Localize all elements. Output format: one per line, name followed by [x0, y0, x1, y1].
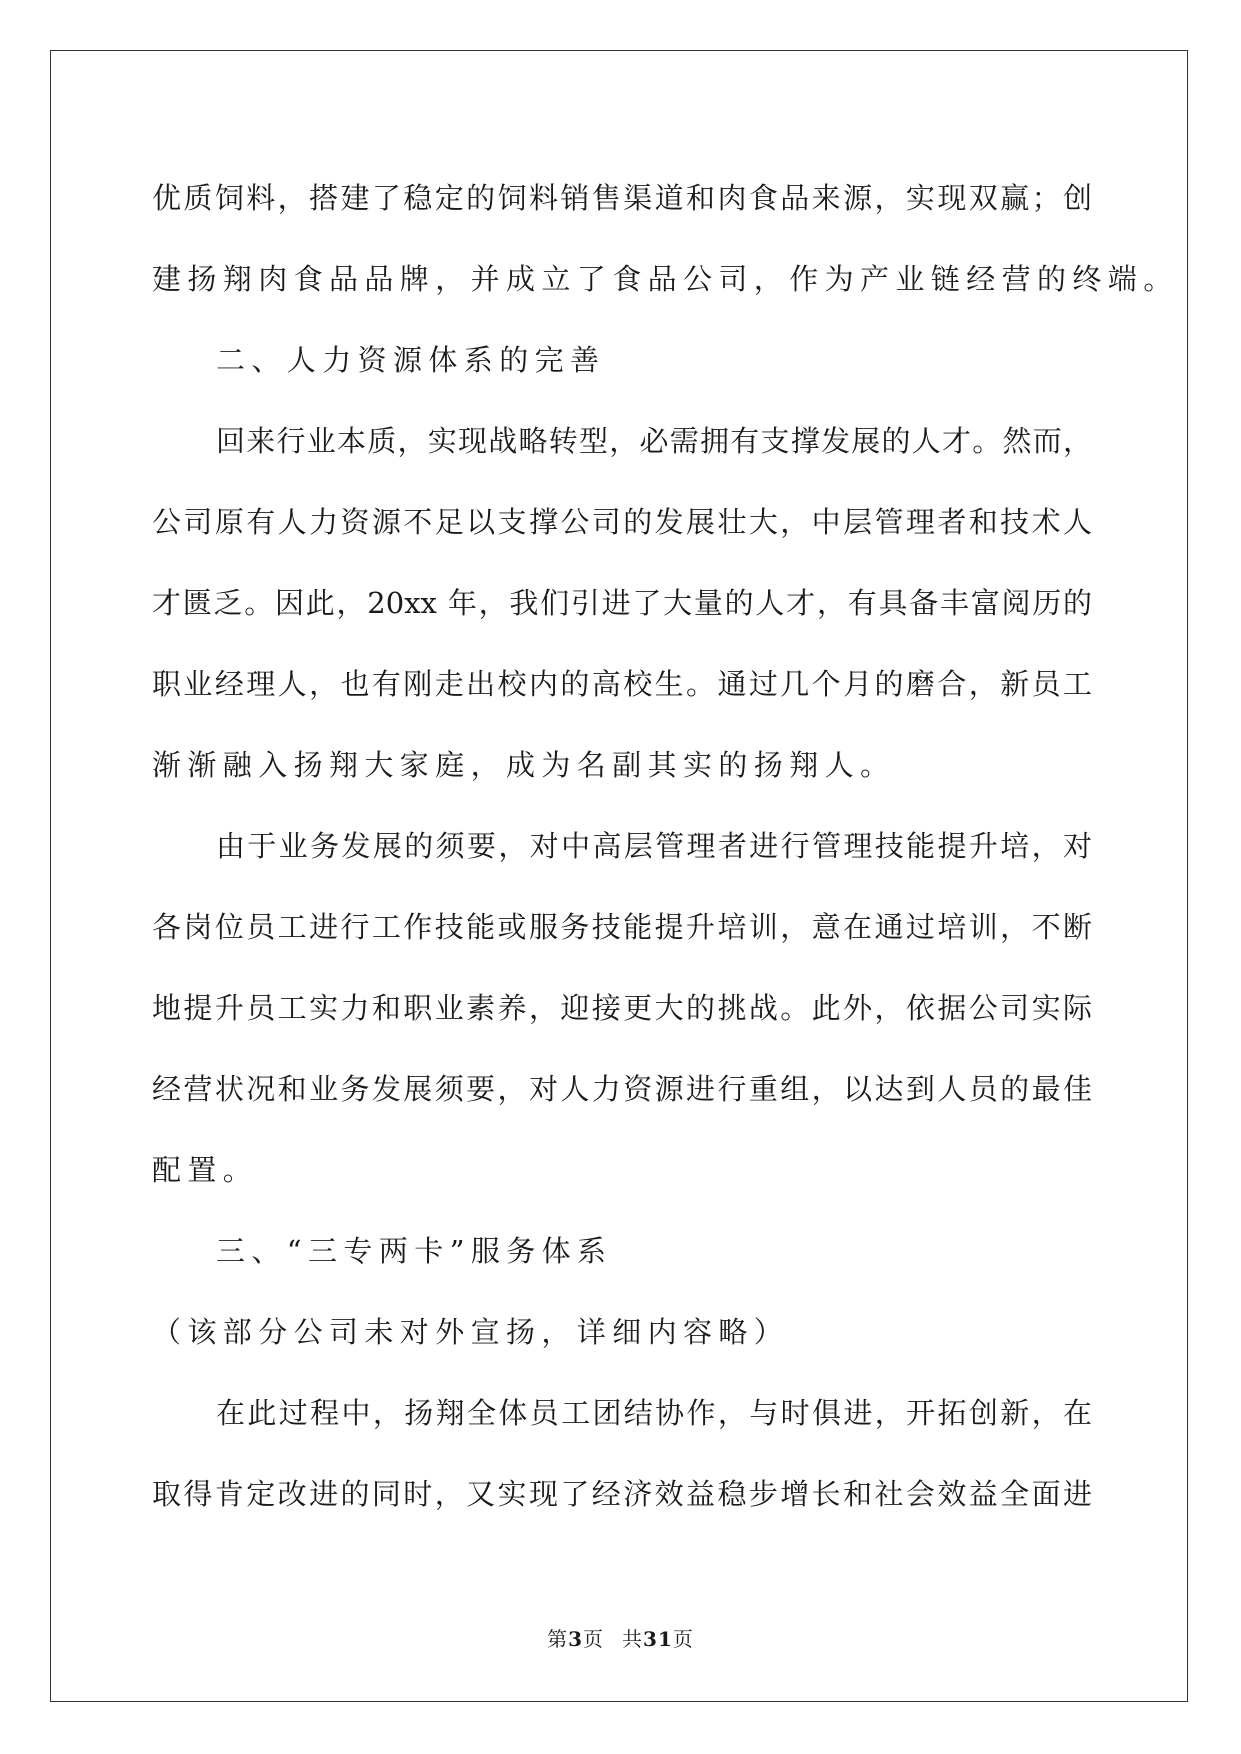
- text-line: （该部分公司未对外宣扬，详细内容略）: [152, 1315, 790, 1349]
- page-prefix: 第: [547, 1627, 569, 1651]
- text-line: 各岗位员工进行工作技能或服务技能提升培训，意在通过培训，不断: [152, 910, 1092, 944]
- document-body: [152, 158, 1179, 1535]
- text-line: 公司原有人力资源不足以支撑公司的发展壮大，中层管理者和技术人: [152, 505, 1092, 539]
- text-line: 建扬翔肉食品品牌，并成立了食品公司，作为产业链经营的终端。: [152, 262, 1179, 296]
- section-heading: 二、人力资源体系的完善: [216, 343, 606, 377]
- total-suffix: 页: [672, 1627, 694, 1651]
- text-line: 经营状况和业务发展须要，对人力资源进行重组，以达到人员的最佳: [152, 1072, 1092, 1106]
- total-pages: 31: [643, 1627, 673, 1651]
- text-line: 渐渐融入扬翔大家庭，成为名副其实的扬翔人。: [152, 748, 896, 782]
- text-line: 职业经理人，也有刚走出校内的高校生。通过几个月的磨合，新员工: [152, 667, 1092, 701]
- section-heading: 三、“三专两卡”服务体系: [216, 1234, 613, 1268]
- text-line: 由于业务发展的须要，对中高层管理者进行管理技能提升培，对: [216, 829, 1092, 863]
- page-number: 3: [568, 1627, 584, 1651]
- text-line: 地提升员工实力和职业素养，迎接更大的挑战。此外，依据公司实际: [152, 991, 1092, 1025]
- text-line: 配置。: [152, 1153, 259, 1187]
- text-line: 才匮乏。因此，20xx 年，我们引进了大量的人才，有具备丰富阅历的: [152, 586, 1092, 620]
- text-line: 取得肯定改进的同时，又实现了经济效益稳步增长和社会效益全面进: [152, 1477, 1092, 1511]
- text-line: 优质饲料，搭建了稳定的饲料销售渠道和肉食品来源，实现双赢；创: [152, 181, 1092, 215]
- page-footer: [0, 1623, 1241, 1652]
- total-prefix: 共: [622, 1627, 644, 1651]
- text-line: 回来行业本质，实现战略转型，必需拥有支撑发展的人才。然而，: [216, 424, 1092, 458]
- page-suffix: 页: [583, 1627, 605, 1651]
- text-line: 在此过程中，扬翔全体员工团结协作，与时俱进，开拓创新，在: [216, 1396, 1092, 1430]
